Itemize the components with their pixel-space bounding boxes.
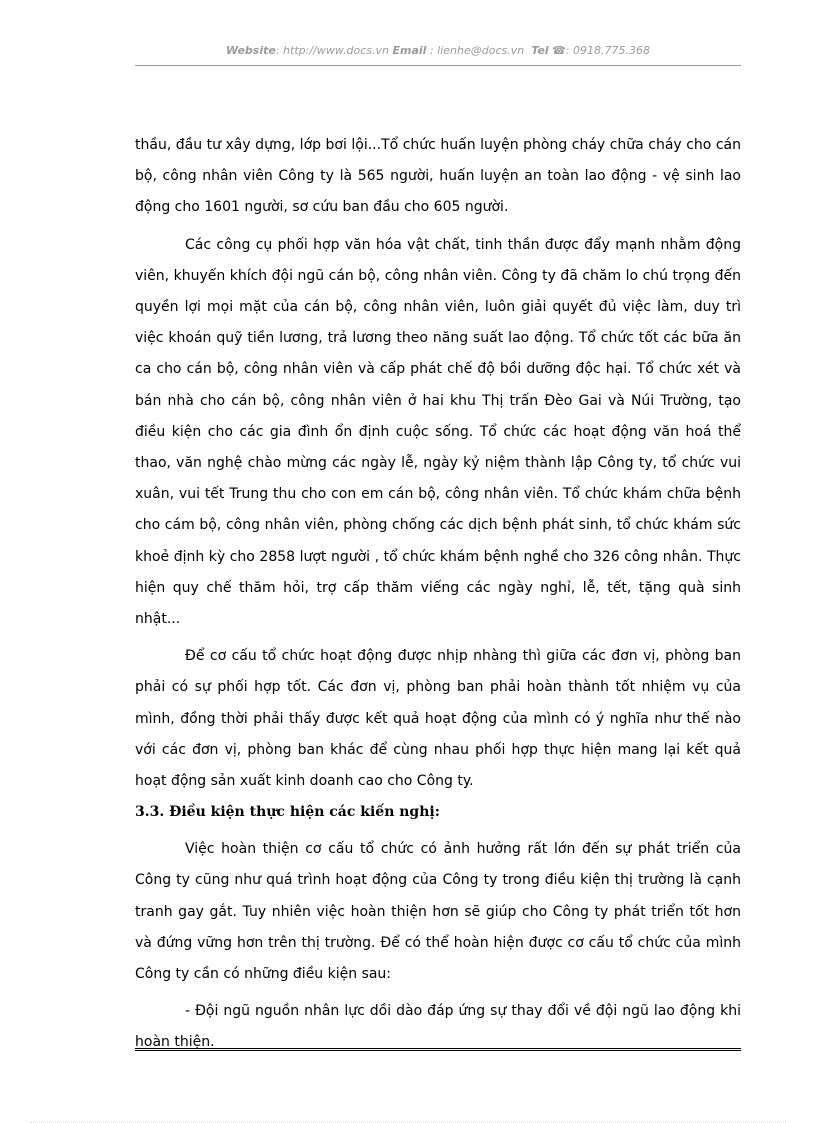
website-label: Website	[226, 44, 276, 57]
paragraph-2: Các công cụ phối hợp văn hóa vật chất, tinh thần được đẩy mạnh nhằm động viên, khuyến khích đội ngũ cán bộ, công nhân viên. Công ty đã chăm lo chú trọng đến quyền lợi mọi mặt của cán bộ, công nhân viên, luôn giải quyết đủ việc làm, duy trì việc khoán quỹ tiền lương, trả lương theo năng suất lao động. Tổ chức tốt các bữa ăn ca cho cán bộ, công nhân viên và cấp phát chế độ bồi dưỡng độc hại. Tổ chức xét và bán nhà cho cán bộ, công nhân viên ở hai khu Thị trấn Đèo Gai và Núi Trường, tạo điều kiện cho các gia đình ổn định cuộc sống. Tổ chức các hoạt động văn hoá thể thao, văn nghệ chào mừng các ngày lễ, ngày kỷ niệm thành lập Công ty, tổ chức vui xuân, vui tết Trung thu cho con em cán bộ, công nhân viên. Tổ chức khám chữa bệnh cho cám bộ, công nhân viên, phòng chống các dịch bệnh phát sinh, tổ chức khám sức khoẻ định kỳ cho 2858 lượt người , tổ chức khám bệnh nghề cho 326 công nhân. Thực hiện quy chế thăm hỏi, trợ cấp thăm viếng các ngày nghỉ, lễ, tết, tặng quà sinh nhật...	[135, 236, 741, 628]
email-value: : lienhe@docs.vn	[426, 44, 525, 57]
paragraph-3: Để cơ cấu tổ chức hoạt động được nhịp nhàng thì giữa các đơn vị, phòng ban phải có sự phối hợp tốt. Các đơn vị, phòng ban phải hoàn thành tốt nhiệm vụ của mình, đồng thời phải thấy được kết quả hoạt động của mình có ý nghĩa như thế nào với các đơn vị, phòng ban khác để cùng nhau phối hợp thực hiện mang lại kết quả hoạt động sản xuất kinh doanh cao cho Công ty.	[135, 648, 741, 790]
paragraph-4: Việc hoàn thiện cơ cấu tổ chức có ảnh hưởng rất lớn đến sự phát triển của Công ty cũng như quá trình hoạt động của Công ty trong điều kiện thị trường là cạnh tranh gay gắt. Tuy nhiên việc hoàn thiện hơn sẽ giúp cho Công ty phát triển tốt hơn và đứng vững hơn trên thị trường. Để có thể hoàn hiện được cơ cấu tổ chức của mình Công ty cần có những điều kiện sau:	[135, 841, 741, 983]
website-value: : http://www.docs.vn	[275, 44, 390, 57]
page-header	[135, 44, 741, 57]
phone-icon: ☎	[552, 44, 566, 57]
tel-value: : 0918.775.368	[565, 44, 650, 57]
paragraph-5: - Đội ngũ nguồn nhân lực dồi dào đáp ứng sự thay đổi về đội ngũ lao động khi hoàn thiện.	[135, 1003, 741, 1051]
footer-divider	[135, 1048, 741, 1053]
section-heading: 3.3. Điều kiện thực hiện các kiến nghị:	[135, 804, 440, 821]
tel-label: Tel	[531, 44, 549, 57]
header-divider	[135, 65, 741, 66]
document-body	[135, 130, 741, 1059]
paragraph-1: thầu, đầu tư xây dựng, lớp bơi lội...Tổ chức huấn luyện phòng cháy chữa cháy cho cán bộ, công nhân viên Công ty là 565 người, huấn luyện an toàn lao động - vệ sinh lao động cho 1601 người, sơ cứu ban đầu cho 605 người.	[135, 137, 741, 216]
email-label: Email	[392, 44, 427, 57]
